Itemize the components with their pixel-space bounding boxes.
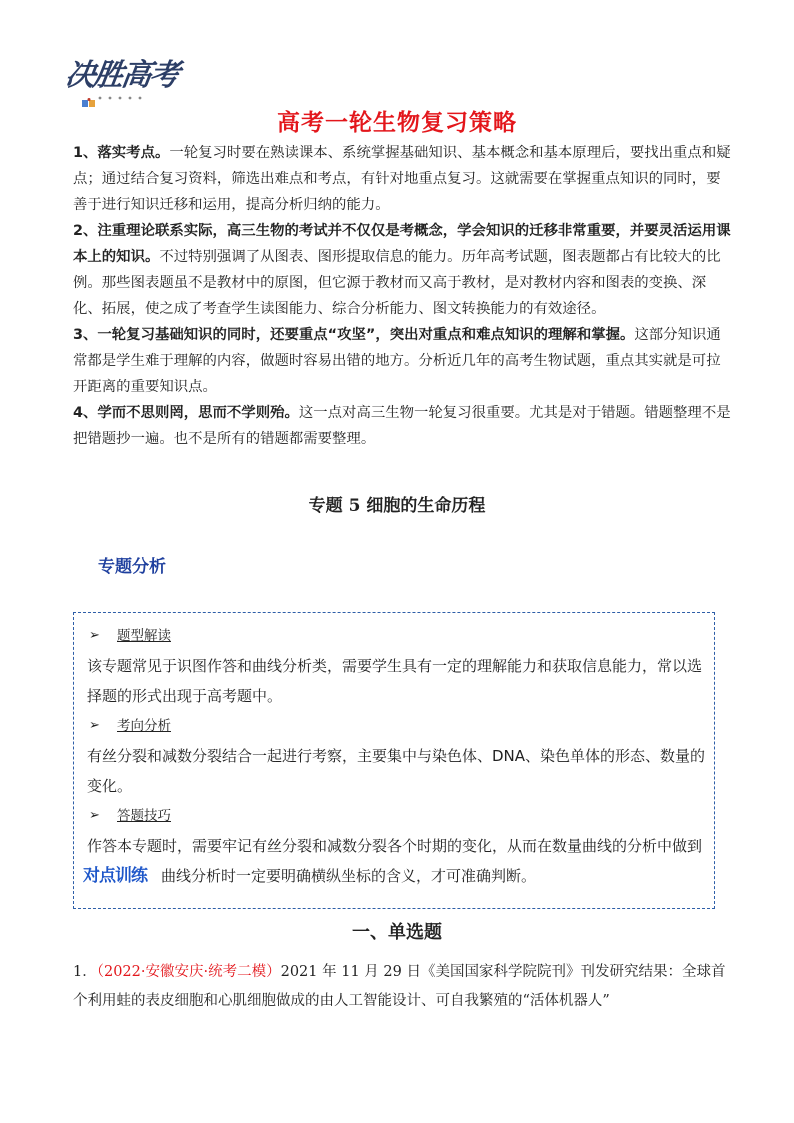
intro-paragraphs <box>73 140 733 452</box>
analysis-box <box>73 612 715 909</box>
intro-lead-2: 2、注重理论联系实际，高三生物的考试并不仅仅是考概念，学会知识的迁移非常重要，并要灵活运用课本上的知识。 <box>73 223 731 265</box>
intro-paragraph-4 <box>73 400 733 452</box>
intro-text-2: 不过特别强调了从图表、图形提取信息的能力。历年高考试题，图表题都占有比较大的比例。那些图表题虽不是教材中的原图，但它源于教材而又高于教材，是对教材内容和图表的变换、深化、拓展，使之成了考查学生读图能力、综合分析能力、图文转换能力的有效途径。 <box>73 249 721 317</box>
section-label: 考向分析 <box>117 718 171 734</box>
intro-text-4: 这一点对高三生物一轮复习很重要。尤其是对于错题。错题整理不是把错题抄一遍。也不是所有的错题都需要整理。 <box>73 405 731 447</box>
section-body <box>83 831 707 891</box>
logo-decoration <box>96 94 156 102</box>
intro-text-1: 一轮复习时要在熟读课本、系统掌握基础知识、基本概念和基本原理后，要找出重点和疑点；通过结合复习资料，筛选出难点和考点，有针对地重点复习。这就需要在掌握重点知识的同时，要善于进行知识迁移和运用，提高分析归纳的能力。 <box>73 145 731 213</box>
section-header-tips <box>87 801 707 831</box>
section-body-post: 曲线分析时一定要明确横纵坐标的含义，才可准确判断。 <box>161 867 537 885</box>
arrow-bullet-icon: ➢ <box>89 808 100 823</box>
page-title: 高考一轮生物复习策略 <box>277 110 517 136</box>
intro-lead-3: 3、一轮复习基础知识的同时，还要重点“攻坚”，突出对重点和难点知识的理解和掌握。 <box>73 327 635 343</box>
section-body: 该专题常见于识图作答和曲线分析类，需要学生具有一定的理解能力和获取信息能力，常以选择题的形式出现于高考题中。 <box>87 657 703 705</box>
intro-paragraph-2 <box>73 218 733 322</box>
section-body-pre: 作答本专题时，需要牢记有丝分裂和减数分裂各个时期的变化，从而在数量曲线的分析中做到 <box>87 837 703 855</box>
section-header-trend <box>87 711 707 741</box>
question-text: 2021 年 11 月 29 日《美国国家科学院院刊》刊发研究结果：全球首个利用蛙的表皮细胞和心肌细胞做成的由人工智能设计、可自我繁殖的“活体机器人” <box>73 964 726 1009</box>
question-number: 1． <box>73 964 97 980</box>
intro-paragraph-3 <box>73 322 733 400</box>
arrow-bullet-icon: ➢ <box>89 628 100 643</box>
logo-text: 决胜高考 <box>63 58 180 93</box>
intro-paragraph-1 <box>73 140 733 218</box>
section-label: 答题技巧 <box>117 808 171 824</box>
question-source: （2022·安徽安庆·统考二模） <box>96 964 281 980</box>
intro-lead-4: 4、学而不思则罔，思而不学则殆。 <box>73 405 299 421</box>
section-header-type <box>87 621 707 651</box>
intro-lead-1: 1、落实考点。 <box>73 145 170 161</box>
section-label: 题型解读 <box>117 628 171 644</box>
watermark-overlay <box>83 865 161 887</box>
topic-title: 专题 5 细胞的生命历程 <box>308 496 486 516</box>
intro-text-3: 这部分知识通常都是学生难于理解的内容，做题时容易出错的地方。分析近几年的高考生物试题，重点其实就是可拉开距离的重要知识点。 <box>73 327 721 395</box>
section-heading: 一、单选题 <box>352 922 442 943</box>
section-body: 有丝分裂和减数分裂结合一起进行考察，主要集中与染色体、DNA、染色单体的形态、数量的变化。 <box>87 747 706 795</box>
question-1 <box>73 958 738 1016</box>
analysis-title: 专题分析 <box>98 557 166 577</box>
watermark-text: 对点训练 <box>83 865 147 886</box>
arrow-bullet-icon: ➢ <box>89 718 100 733</box>
